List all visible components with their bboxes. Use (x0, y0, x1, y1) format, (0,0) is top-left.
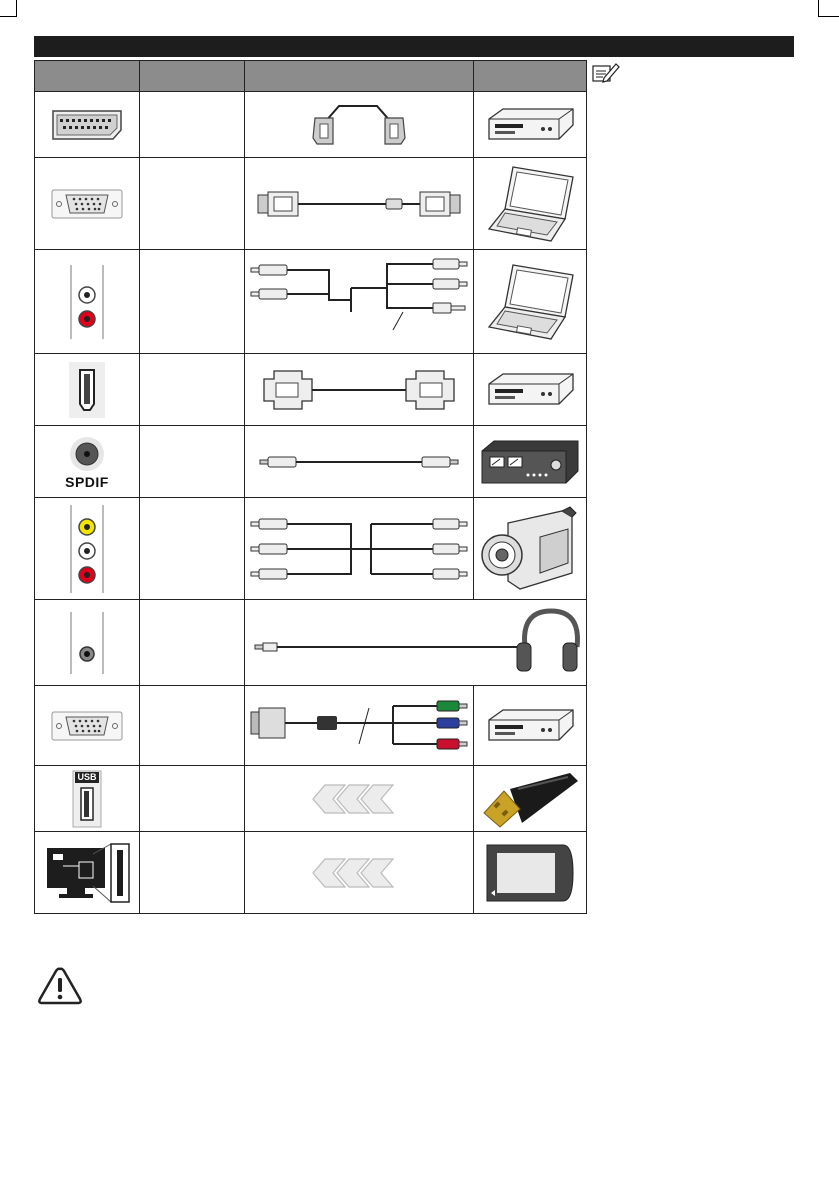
usb-device-cell (474, 766, 587, 832)
headphone-cable-icon (251, 603, 581, 683)
vga-cable-cell (245, 158, 474, 250)
ypbpr-cable-cell (245, 686, 474, 766)
spdif-label: SPDIF (65, 473, 109, 490)
table-row (35, 686, 587, 766)
hdmi-socket-icon (65, 360, 109, 420)
hdmi-device-cell (474, 354, 587, 426)
audio-cable-cell (245, 250, 474, 354)
scart-type-cell (140, 92, 245, 158)
table-row (35, 354, 587, 426)
vga-cable-icon (254, 184, 464, 224)
hdmi-type-cell (140, 354, 245, 426)
av-type-cell (140, 498, 245, 600)
ypbpr-socket-cell (35, 686, 140, 766)
note-pencil-icon (590, 60, 620, 86)
header-cables (245, 61, 474, 92)
header-device (474, 61, 587, 92)
ci-arrows-cell (245, 832, 474, 914)
av-device-cell (474, 498, 587, 600)
table-row (35, 832, 587, 914)
table-row (35, 766, 587, 832)
scart-socket-icon (50, 108, 124, 142)
dvd-recorder-icon (483, 370, 577, 410)
ypbpr-device-cell (474, 686, 587, 766)
insert-arrows-icon (311, 857, 407, 889)
spdif-type-cell (140, 426, 245, 498)
insert-arrows-icon (311, 783, 407, 815)
crop-mark-left (0, 0, 17, 17)
scart-cable-icon (299, 100, 419, 150)
ypbpr-type-cell (140, 686, 245, 766)
vga-type-cell (140, 158, 245, 250)
usb-arrows-cell (245, 766, 474, 832)
vga-socket-cell (35, 158, 140, 250)
rca-av-cable-icon (247, 504, 471, 594)
table-row (35, 250, 587, 354)
dvd-recorder-icon (483, 706, 577, 746)
dvd-recorder-icon (483, 105, 577, 145)
usb-label: USB (75, 772, 99, 783)
ci-type-cell (140, 832, 245, 914)
ci-module-icon (483, 841, 577, 905)
usb-type-cell (140, 766, 245, 832)
warning-triangle-icon (36, 965, 84, 1007)
spdif-socket-cell (35, 426, 140, 498)
av-socket-cell (35, 498, 140, 600)
connections-table (34, 60, 587, 914)
av-cable-cell (245, 498, 474, 600)
table-row (35, 600, 587, 686)
vga-device-cell (474, 158, 587, 250)
table-row (35, 158, 587, 250)
laptop-icon (483, 163, 577, 245)
header-type (140, 61, 245, 92)
table-header-row (35, 61, 587, 92)
tv-ci-slot-icon (41, 840, 133, 906)
scart-cable-cell (245, 92, 474, 158)
spdif-cable-cell (245, 426, 474, 498)
spdif-device-cell (474, 426, 587, 498)
hdmi-cable-cell (245, 354, 474, 426)
audio-socket-cell (35, 250, 140, 354)
headphone-socket-cell (35, 600, 140, 686)
scart-device-cell (474, 92, 587, 158)
hdmi-socket-cell (35, 354, 140, 426)
usb-flash-drive-icon (480, 769, 580, 829)
usb-socket-cell (35, 766, 140, 832)
scart-socket-cell (35, 92, 140, 158)
coaxial-cable-icon (254, 452, 464, 472)
headphone-cable-cell (245, 600, 587, 686)
audio-amplifier-icon (478, 437, 582, 487)
headphone-socket-icon (57, 608, 117, 678)
av-yrw-socket-icon (57, 501, 117, 597)
vga-socket-icon (50, 187, 124, 221)
table-row (35, 92, 587, 158)
table-row (35, 426, 587, 498)
laptop-icon (483, 261, 577, 343)
ci-slot-cell (35, 832, 140, 914)
camcorder-icon (480, 503, 580, 595)
header-connector (35, 61, 140, 92)
rca-to-jack-cable-icon (247, 254, 471, 350)
spdif-socket-icon (65, 434, 109, 474)
audio-device-cell (474, 250, 587, 354)
hdmi-cable-icon (254, 365, 464, 415)
audio-type-cell (140, 250, 245, 354)
vga-socket-icon (50, 709, 124, 743)
audio-lr-socket-icon (57, 261, 117, 343)
table-row (35, 498, 587, 600)
ci-device-cell (474, 832, 587, 914)
crop-mark-right (818, 0, 839, 17)
headphone-type-cell (140, 600, 245, 686)
vga-to-ypbpr-cable-icon (247, 694, 471, 758)
section-title-bar (34, 36, 794, 57)
